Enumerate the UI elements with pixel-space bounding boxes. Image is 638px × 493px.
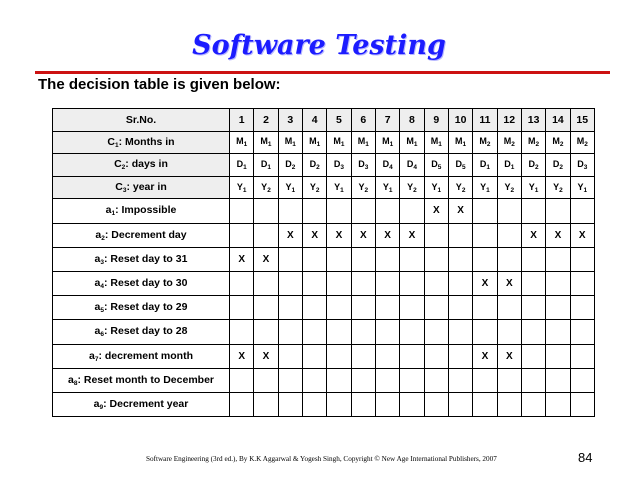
action-cell [546,392,570,416]
condition-cell: $M_1$ [327,131,351,154]
action-cell [546,199,570,223]
action-cell [448,247,472,271]
action-cell [375,247,399,271]
action-cell [375,368,399,392]
action-cell [230,296,254,320]
action-cell [570,368,594,392]
action-cell [473,296,497,320]
action-cell [448,296,472,320]
action-cell [302,392,326,416]
slide-subtitle: The decision table is given below: [38,76,281,93]
action-cell [424,271,448,295]
action-cell [278,368,302,392]
condition-cell: $Y_2$ [254,176,278,199]
action-cell [400,320,424,344]
action-cell [230,392,254,416]
column-header-4: 4 [302,109,326,132]
action-cell [497,368,521,392]
action-cell [497,320,521,344]
decision-table [52,108,595,417]
action-cell [375,199,399,223]
condition-cell: $M_2$ [570,131,594,154]
action-label: $a_6$: Reset day to 28 [53,320,230,344]
action-cell [546,247,570,271]
action-row [53,223,595,247]
condition-cell: $Y_1$ [424,176,448,199]
action-cell [424,247,448,271]
action-cell [254,271,278,295]
action-cell [473,368,497,392]
condition-cell: $Y_2$ [546,176,570,199]
action-cell [351,199,375,223]
action-cell: X [473,271,497,295]
column-header-11: 11 [473,109,497,132]
action-cell [302,368,326,392]
condition-cell: $D_1$ [230,154,254,177]
action-cell [327,296,351,320]
action-row [53,368,595,392]
condition-cell: $M_1$ [448,131,472,154]
action-cell: X [278,223,302,247]
condition-label: $C_3$: year in [53,176,230,199]
action-cell [448,223,472,247]
action-cell [546,368,570,392]
condition-cell: $Y_1$ [278,176,302,199]
action-cell [400,271,424,295]
action-cell [448,344,472,368]
action-cell [570,271,594,295]
column-header-7: 7 [375,109,399,132]
action-cell [375,296,399,320]
action-label: $a_3$: Reset day to 31 [53,247,230,271]
action-cell [400,199,424,223]
condition-cell: $M_1$ [351,131,375,154]
column-header-6: 6 [351,109,375,132]
condition-cell: $D_4$ [400,154,424,177]
condition-cell: $M_1$ [278,131,302,154]
action-label: $a_5$: Reset day to 29 [53,296,230,320]
footer-citation: Software Engineering (3rd ed.), By K.K Aggarwal & Yogesh Singh, Copyright © New Age International Publishers, 2007 [146,455,497,463]
action-cell [497,223,521,247]
action-cell [278,247,302,271]
action-cell [497,247,521,271]
column-header-5: 5 [327,109,351,132]
action-cell [546,320,570,344]
condition-cell: $M_2$ [521,131,545,154]
column-header-12: 12 [497,109,521,132]
action-label: $a_1$: Impossible [53,199,230,223]
action-cell [570,296,594,320]
condition-cell: $Y_1$ [327,176,351,199]
action-cell: X [521,223,545,247]
action-cell [278,344,302,368]
action-cell [230,199,254,223]
action-cell [521,247,545,271]
condition-cell: $D_1$ [473,154,497,177]
action-cell [448,392,472,416]
action-cell [327,199,351,223]
condition-row [53,131,595,154]
condition-cell: $D_4$ [375,154,399,177]
action-cell [570,247,594,271]
action-cell [521,392,545,416]
action-cell [327,247,351,271]
action-cell [473,247,497,271]
action-cell [400,368,424,392]
table-header-row [53,109,595,132]
action-cell: X [230,344,254,368]
action-cell [570,320,594,344]
action-cell [424,344,448,368]
condition-label: $C_2$: days in [53,154,230,177]
action-cell [254,320,278,344]
action-cell [570,392,594,416]
slide-title: Software Testing [192,30,446,61]
action-cell [521,296,545,320]
action-cell [424,296,448,320]
action-cell [424,392,448,416]
action-label: $a_7$: decrement month [53,344,230,368]
action-cell [473,320,497,344]
condition-cell: $Y_2$ [448,176,472,199]
action-cell [570,344,594,368]
condition-cell: $D_3$ [570,154,594,177]
action-cell: X [424,199,448,223]
condition-cell: $D_5$ [448,154,472,177]
action-cell: X [546,223,570,247]
condition-cell: $D_5$ [424,154,448,177]
action-cell [400,344,424,368]
condition-cell: $Y_2$ [400,176,424,199]
action-cell [473,199,497,223]
condition-cell: $Y_2$ [351,176,375,199]
condition-cell: $Y_1$ [570,176,594,199]
action-cell [521,199,545,223]
action-label: $a_8$: Reset month to December [53,368,230,392]
action-cell [351,296,375,320]
column-header-14: 14 [546,109,570,132]
action-cell [327,344,351,368]
action-cell [230,223,254,247]
column-header-9: 9 [424,109,448,132]
condition-cell: $M_1$ [254,131,278,154]
action-row [53,199,595,223]
action-cell [302,344,326,368]
action-cell [375,344,399,368]
action-cell [254,296,278,320]
action-cell: X [327,223,351,247]
column-header-1: 1 [230,109,254,132]
action-row [53,271,595,295]
action-row [53,392,595,416]
action-cell [521,344,545,368]
action-cell: X [254,247,278,271]
action-cell: X [497,271,521,295]
action-cell [230,271,254,295]
condition-cell: $M_1$ [375,131,399,154]
action-cell [327,271,351,295]
condition-cell: $M_2$ [473,131,497,154]
condition-cell: $Y_1$ [230,176,254,199]
action-cell [351,247,375,271]
action-cell [302,247,326,271]
action-cell [278,320,302,344]
action-cell: X [351,223,375,247]
action-label: $a_9$: Decrement year [53,392,230,416]
action-cell [302,199,326,223]
action-cell [521,320,545,344]
action-cell [497,392,521,416]
action-cell [400,392,424,416]
condition-cell: $M_2$ [497,131,521,154]
action-cell [424,223,448,247]
column-header-2: 2 [254,109,278,132]
condition-cell: $Y_2$ [497,176,521,199]
action-cell [254,223,278,247]
action-cell [351,368,375,392]
action-cell [546,271,570,295]
condition-cell: $D_1$ [497,154,521,177]
action-cell [375,271,399,295]
action-cell [570,199,594,223]
action-cell [497,296,521,320]
action-cell [278,392,302,416]
action-cell [278,199,302,223]
action-cell [351,320,375,344]
page-number: 84 [578,450,593,465]
action-label: $a_4$: Reset day to 30 [53,271,230,295]
condition-cell: $M_2$ [546,131,570,154]
action-cell [546,344,570,368]
action-cell [400,296,424,320]
condition-cell: $D_2$ [278,154,302,177]
condition-cell: $Y_1$ [473,176,497,199]
action-cell [278,271,302,295]
column-header-15: 15 [570,109,594,132]
action-cell [521,271,545,295]
action-cell [424,368,448,392]
action-cell [448,271,472,295]
condition-cell: $D_2$ [546,154,570,177]
condition-cell: $M_1$ [400,131,424,154]
action-cell [302,271,326,295]
action-cell [278,296,302,320]
action-cell [327,392,351,416]
action-cell [230,368,254,392]
condition-cell: $M_1$ [424,131,448,154]
action-label: $a_2$: Decrement day [53,223,230,247]
action-cell [473,223,497,247]
action-cell: X [400,223,424,247]
action-cell: X [497,344,521,368]
action-row [53,320,595,344]
action-cell [521,368,545,392]
header-label: Sr.No. [53,109,230,132]
condition-cell: $D_2$ [521,154,545,177]
action-cell [302,320,326,344]
column-header-13: 13 [521,109,545,132]
action-cell [254,392,278,416]
column-header-3: 3 [278,109,302,132]
action-cell: X [375,223,399,247]
action-cell: X [570,223,594,247]
action-row [53,247,595,271]
condition-label: $C_1$: Months in [53,131,230,154]
action-cell [254,368,278,392]
action-cell [375,320,399,344]
action-cell: X [302,223,326,247]
action-cell [230,320,254,344]
column-header-8: 8 [400,109,424,132]
action-row [53,344,595,368]
action-cell: X [473,344,497,368]
condition-cell: $D_3$ [327,154,351,177]
action-row [53,296,595,320]
action-cell [254,199,278,223]
action-cell [327,320,351,344]
condition-cell: $D_2$ [302,154,326,177]
action-cell [351,392,375,416]
action-cell: X [230,247,254,271]
condition-cell: $D_3$ [351,154,375,177]
title-divider [35,71,610,74]
action-cell [497,199,521,223]
action-cell [448,368,472,392]
condition-row [53,176,595,199]
action-cell [473,392,497,416]
condition-cell: $M_1$ [302,131,326,154]
action-cell [351,344,375,368]
action-cell: X [254,344,278,368]
action-cell [351,271,375,295]
action-cell [302,296,326,320]
column-header-10: 10 [448,109,472,132]
condition-cell: $Y_1$ [521,176,545,199]
action-cell [375,392,399,416]
action-cell: X [448,199,472,223]
action-cell [546,296,570,320]
action-cell [424,320,448,344]
condition-cell: $Y_1$ [375,176,399,199]
condition-cell: $Y_2$ [302,176,326,199]
condition-cell: $M_1$ [230,131,254,154]
condition-row [53,154,595,177]
action-cell [327,368,351,392]
condition-cell: $D_1$ [254,154,278,177]
action-cell [448,320,472,344]
action-cell [400,247,424,271]
